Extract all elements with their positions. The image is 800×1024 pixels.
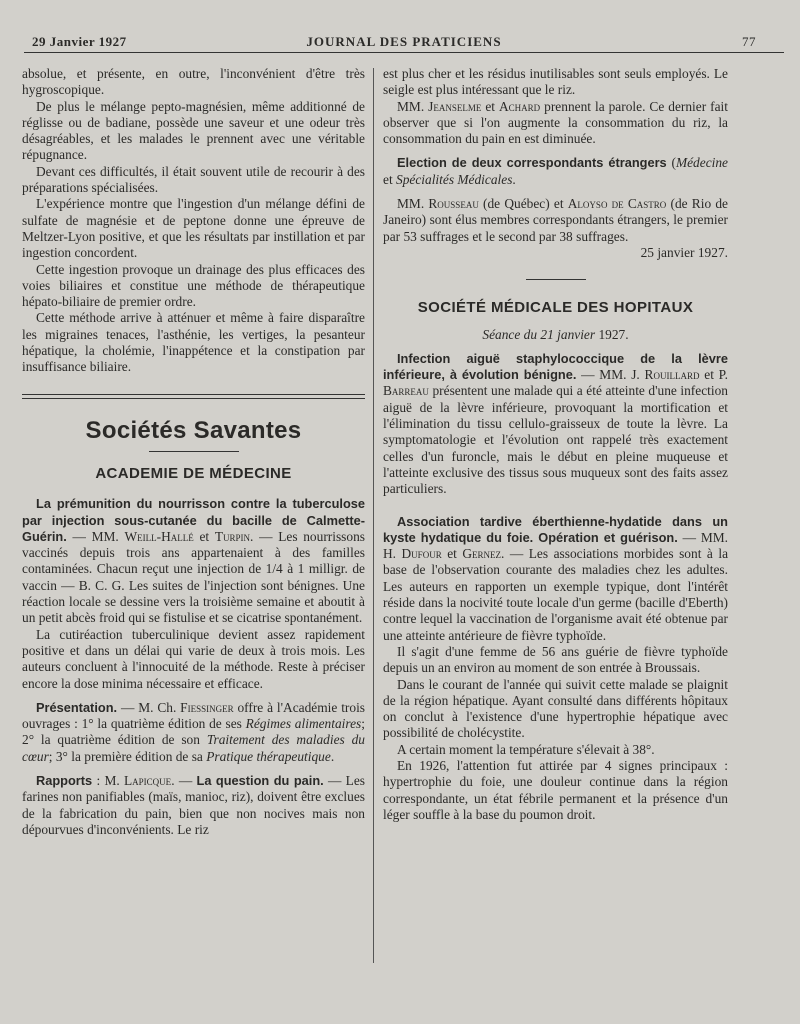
paragraph: absolue, et présente, en outre, l'inconvénient d'être très hygroscopique. (22, 66, 365, 98)
dateline: 25 janvier 1927. (640, 244, 728, 260)
author-name: Lapicque (124, 772, 172, 788)
paragraph: Il s'agit d'une femme de 56 ans guérie de fièvre typhoïde depuis un an environ au moment de son entrée à Broussais. (383, 643, 728, 676)
article-title: La question du pain. (196, 772, 324, 788)
article-paragraph: Infection aiguë staphylococcique de la lèvre inférieure, à évolution bénigne. — MM. J. Rouillard et P. Barreau présentent une malade qui a été atteinte d'une infection aiguë de la lèvre inférieure, provoquant la mortification et l'élimination du tissu cellulo-graisseux de toute la lèvre. La symptomatologie et l'évolution ont rappelé très exactement celles d'un furoncle, mais le début en pleine muqueuse et l'atteinte exclusive des tissus sous muqueux sont des faits assez particuliers. (383, 350, 728, 497)
header-date: 29 Janvier 1927 (32, 34, 127, 49)
article-paragraph: Rapports : M. Lapicque. — La question du pain. — Les farines non panifiables (maïs, manioc, riz), doivent être exclues de la fabrication du pain, bien que non nocives mais non dépourvues d'inconvénients. Le riz (22, 772, 366, 837)
subsection-title: ACADEMIE DE MÉDECINE (95, 464, 292, 482)
paragraph: Dans le courant de l'année qui suivit cette malade se plaignit de la région hépatique. Ayant consulté dans différents hôpitaux on conclut à l'existence d'une hypertrophie hépatique avec possibilité de cholécystite. (383, 676, 728, 741)
paragraph: MM. Jeanselme et Achard prennent la parole. Ce dernier fait observer que si l'on augmente la consommation du riz, la consommation du pain en est diminuée. (383, 98, 728, 147)
article-heading: La prémunition du nourrisson contre la tuberculose par injection sous-cutanée du bacille de Calmette-Guérin. (22, 496, 365, 544)
article-heading: Présentation. (36, 699, 118, 715)
page-header (24, 30, 784, 50)
paragraph: De plus le mélange pepto-magnésien, même additionné de réglisse ou de badiane, possède une saveur et une odeur très désagréables, et les malades le prennent avec une véritable répugnance. (22, 98, 365, 163)
article-paragraph: Présentation. — M. Ch. Fiessinger offre à l'Académie trois ouvrages : 1° la quatrième édition de ses Régimes alimentaires; 2° la quatrième édition de son Traitement des maladies du cœur; 3° la première édition de sa Pratique thérapeutique. (22, 699, 365, 764)
article-heading: Rapports (36, 772, 93, 788)
paragraph: Cette méthode arrive à atténuer et même à faire disparaître les migraines tenaces, l'asthénie, les vertiges, la pesanteur hépatique, la cholémie, l'inappétence et la constipation par insuffisance biliaire. (22, 310, 365, 375)
paragraph: La cutiréaction tuberculinique devient assez rapidement positive et dans un délai qui varie de deux à trois mois. Les auteurs concluent à l'innocuité de la méthode. Reste à préciser encore la dose minima nécessaire et efficace. (22, 626, 365, 691)
article-paragraph: Election de deux correspondants étrangers (Médecine et Spécialités Médicales. (383, 155, 728, 187)
author-name: Turpin (214, 528, 251, 544)
article-paragraph: La prémunition du nourrisson contre la tuberculose par injection sous-cutanée du bacille de Calmette-Guérin. — MM. Weill-Hallé et Turpin. — Les nourrissons vaccinés depuis trois ans appartenaient à des familles contaminées. Chacun reçut une injection de 1/4 à 1 milligr. de vaccin — B. C. G. Les suites de l'injection sont bénignes. Une réaction locale se dessine vers la troisième semaine et aboutit à un petit abcès froid qui se fistulise et se cicatrise spontanément. (22, 496, 365, 626)
book-title: Pratique thérapeutique (206, 748, 331, 764)
paragraph: MM. Rousseau (de Québec) et Aloyso de Castro (de Rio de Janeiro) sont élus membres correspondants étrangers, le premier par 53 suffrages et le second par 38 suffrages. (383, 196, 728, 244)
article-heading: Infection aiguë staphylococcique de la lèvre inférieure, à évolution bénigne. (383, 350, 728, 383)
header-rule (24, 52, 784, 53)
author-name: Jeanselme (428, 98, 482, 114)
paragraph: L'expérience montre que l'ingestion d'un mélange défini de sulfate de magnésie et de peptone donne une épreuve de Meltzer-Lyon positive, et que les résultats par instillation et par ingestion concordent. (22, 196, 365, 261)
book-title: Traitement des maladies du cœur (22, 732, 365, 764)
book-title: Régimes alimentaires (245, 716, 362, 732)
paragraph: En 1926, l'attention fut attirée par 4 signes principaux : hypertrophie du foie, une douleur continue dans la région correspondante, un état fébrile permanent et la présence d'un léger souffle à la base du poumon droit. (383, 757, 728, 822)
author-name: Fiessinger (180, 699, 234, 715)
column-divider (373, 68, 374, 963)
author-name: Rousseau (428, 196, 479, 212)
subsection-title: SOCIÉTÉ MÉDICALE DES HOPITAUX (417, 299, 694, 317)
section-divider (22, 394, 365, 399)
page-number: 77 (742, 34, 756, 49)
article-heading: Election de deux correspondants étrangers (397, 155, 667, 171)
author-name: Barreau (383, 383, 429, 399)
author-name: Rouillard (644, 367, 700, 383)
title-underline (149, 451, 239, 452)
article-heading: Association tardive éberthienne-hydatide dans un kyste hydatique du foie. Opération et guérison. (383, 513, 728, 545)
section-divider (526, 279, 586, 280)
section-title: Sociétés Savantes (85, 416, 302, 444)
paragraph: A certain moment la température s'élevait à 38°. (397, 741, 655, 757)
author-name: Weill-Hallé (124, 528, 194, 544)
journal-title: JOURNAL DES PRATICIENS (306, 34, 502, 49)
author-name: Gernez (462, 546, 502, 562)
paragraph: est plus cher et les résidus inutilisables sont seuls employés. Le seigle est plus intéressant que le riz. (383, 66, 728, 98)
author-name: Aloyso de Castro (567, 196, 667, 212)
author-name: Achard (498, 98, 541, 114)
left-column (22, 66, 365, 838)
paragraph: Devant ces difficultés, il était souvent utile de recourir à des préparations spécialisées. (22, 163, 365, 196)
article-paragraph: Association tardive éberthienne-hydatide dans un kyste hydatique du foie. Opération et guérison. — MM. H. Dufour et Gernez. — Les associations morbides sont à la base de l'observation courante des maladies chez les adultes. Les auteurs en rapporten un exemple typique, dont l'intérêt réside dans la nocivité toute locale d'un germe (bacille d'Eberth) contre lequel la vaccination de l'organisme avait été obtenue par une atteinte antérieure de fièvre typhoïde. (383, 513, 729, 643)
seance-line: Séance du 21 janvier 1927. (482, 326, 629, 342)
author-name: Dufour (401, 546, 442, 562)
right-column (383, 66, 728, 823)
paragraph: Cette ingestion provoque un drainage des plus efficaces des voies biliaires et constitue une méthode de thérapeutique hépato-biliaire de premier ordre. (22, 261, 365, 310)
